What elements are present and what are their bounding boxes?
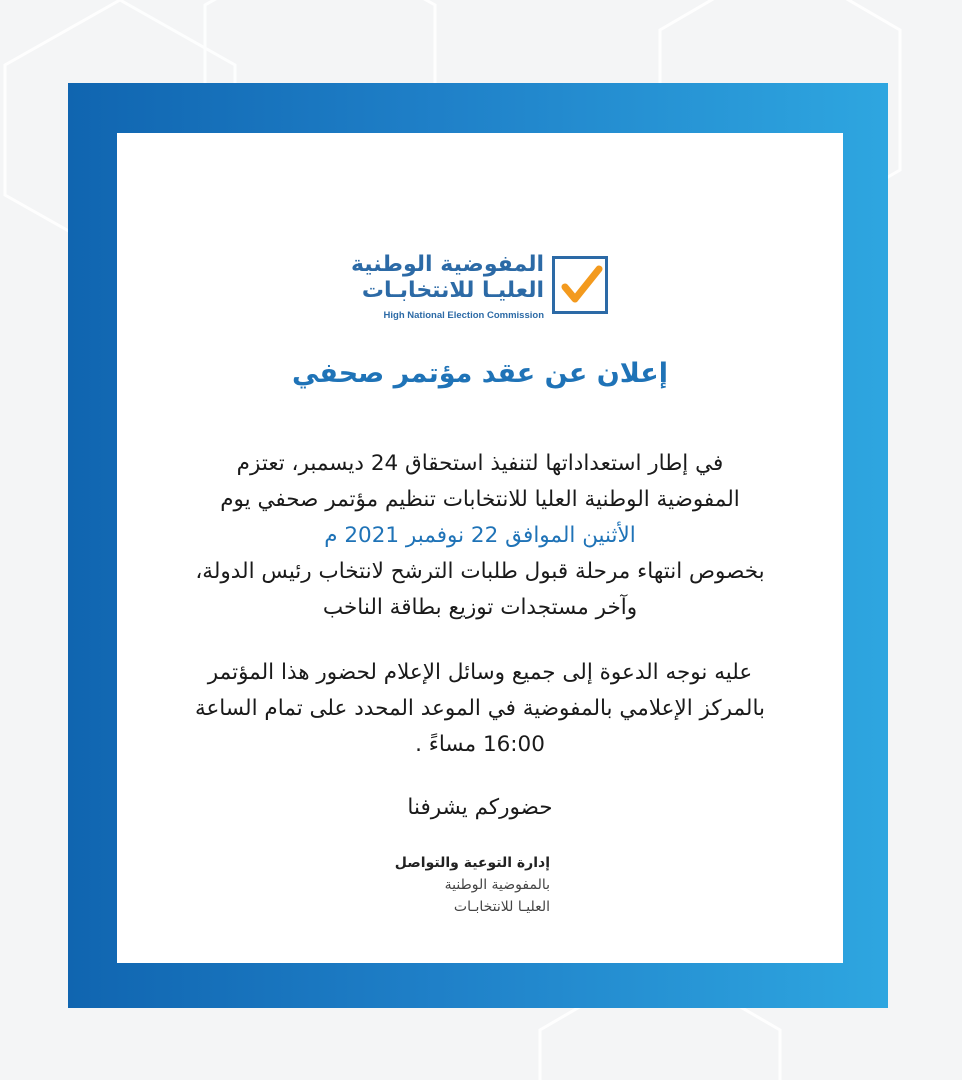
- event-time: 16:00 مساءً .: [415, 732, 545, 757]
- paragraph1-line5: وآخر مستجدات توزيع بطاقة الناخب: [322, 595, 638, 620]
- hnec-logo: [350, 252, 610, 324]
- signature-block: [330, 852, 550, 918]
- paragraph2-line1: عليه نوجه الدعوة إلى جميع وسائل الإعلام لحضور هذا المؤتمر: [207, 660, 753, 685]
- announcement-title: إعلان عن عقد مؤتمر صحفي: [291, 358, 669, 389]
- logo-arabic-line1: المفوضية الوطنية: [350, 252, 544, 277]
- paragraph-media-call: [117, 655, 843, 763]
- closing-line: حضوركم يشرفنا: [407, 795, 553, 820]
- logo-english-name: High National Election Commission: [383, 310, 544, 321]
- paragraph1-line1: في إطار استعداداتها لتنفيذ استحقاق 24 ديسمبر، تعتزم: [236, 451, 724, 476]
- checkbox-check-icon: [552, 256, 608, 314]
- paragraph1-line4: بخصوص انتهاء مرحلة قبول طلبات الترشح لانتخاب رئيس الدولة،: [195, 559, 765, 584]
- paragraph2-line2: بالمركز الإعلامي بالمفوضية في الموعد المحدد على تمام الساعة: [194, 696, 766, 721]
- event-date: الأثنين الموافق 22 نوفمبر 2021 م: [324, 523, 636, 548]
- signature-department: إدارة التوعية والتواصل: [394, 855, 550, 871]
- paragraph1-line2: المفوضية الوطنية العليا للانتخابات تنظيم مؤتمر صحفي يوم: [220, 487, 740, 512]
- signature-org-line1: بالمفوضية الوطنية: [444, 877, 550, 893]
- paragraph-invitation: [117, 446, 843, 626]
- logo-arabic-line2: العليـا للانتخابـات: [361, 278, 544, 303]
- signature-org-line2: العليـا للانتخابـات: [453, 899, 550, 915]
